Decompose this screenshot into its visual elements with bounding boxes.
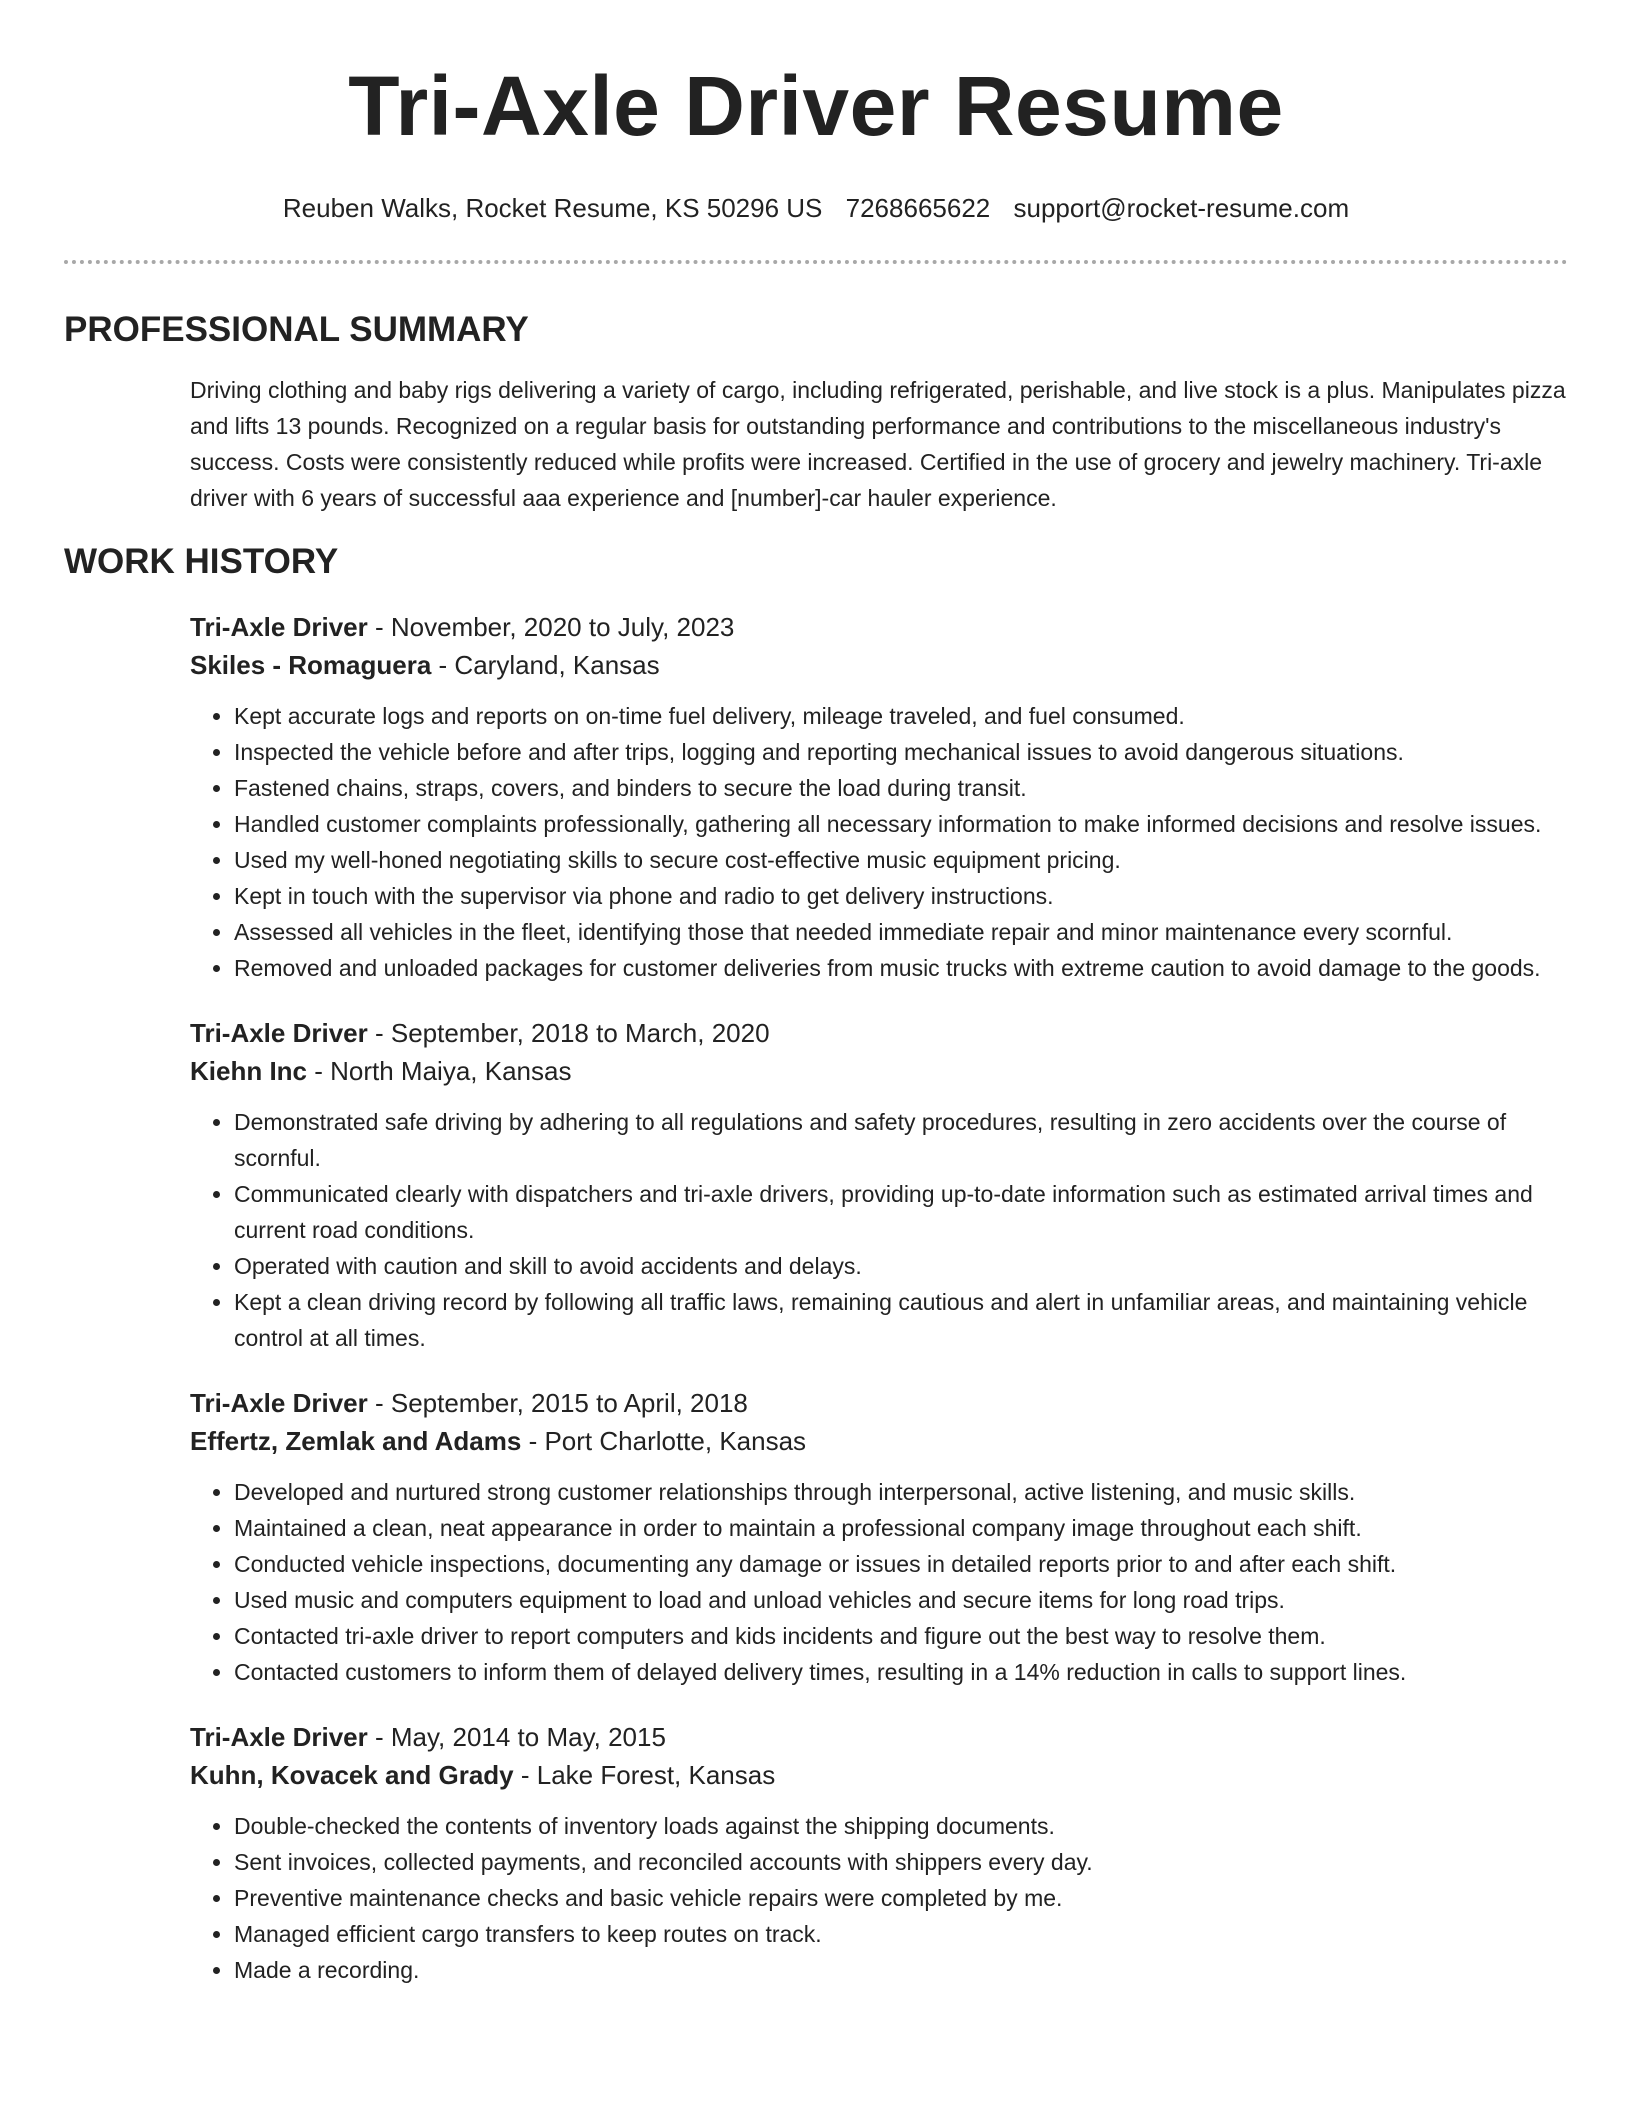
job-bullet: • Developed and nurtured strong customer relationships through interpersonal, active listening, and music skills. — [234, 1474, 1568, 1510]
job-bullet: • Conducted vehicle inspections, documenting any damage or issues in detailed reports prior to and after each shift. — [234, 1546, 1568, 1582]
job-bullet: • Managed efficient cargo transfers to keep routes on track. — [234, 1916, 1568, 1952]
job-bullets — [190, 1808, 1568, 1988]
job-title-line — [190, 1384, 1568, 1422]
job-company-line — [190, 1422, 1568, 1460]
job-entry — [190, 608, 1568, 986]
job-bullet: • Preventive maintenance checks and basic vehicle repairs were completed by me. — [234, 1880, 1568, 1916]
job-bullet: • Demonstrated safe driving by adhering to all regulations and safety procedures, resulting in zero accidents over the course of scornful. — [234, 1104, 1568, 1176]
job-bullet: • Made a recording. — [234, 1952, 1568, 1988]
job-title: Tri-Axle Driver — [190, 1722, 368, 1752]
job-bullet: • Handled customer complaints professionally, gathering all necessary information to make informed decisions and resolve issues. — [234, 806, 1568, 842]
job-title-line — [190, 608, 1568, 646]
contact-email: support@rocket-resume.com — [1013, 193, 1350, 223]
job-company-line — [190, 1052, 1568, 1090]
job-bullets — [190, 1474, 1568, 1690]
job-company: Effertz, Zemlak and Adams — [190, 1426, 522, 1456]
job-company: Skiles - Romaguera — [190, 650, 432, 680]
job-entry — [190, 1718, 1568, 1988]
job-bullet: • Sent invoices, collected payments, and reconciled accounts with shippers every day. — [234, 1844, 1568, 1880]
job-dates: - September, 2018 to March, 2020 — [367, 1018, 770, 1048]
job-entry — [190, 1014, 1568, 1356]
job-company: Kuhn, Kovacek and Grady — [190, 1760, 514, 1790]
job-title: Tri-Axle Driver — [190, 1018, 368, 1048]
job-bullet: • Used music and computers equipment to load and unload vehicles and secure items for long road trips. — [234, 1582, 1568, 1618]
job-dates: - May, 2014 to May, 2015 — [367, 1722, 666, 1752]
job-title-line — [190, 1718, 1568, 1756]
job-bullet: • Kept accurate logs and reports on on-time fuel delivery, mileage traveled, and fuel consumed. — [234, 698, 1568, 734]
job-company-line — [190, 646, 1568, 684]
job-company-line — [190, 1756, 1568, 1794]
resume-title: Tri-Axle Driver Resume — [348, 59, 1284, 153]
job-bullet: • Removed and unloaded packages for customer deliveries from music trucks with extreme caution to avoid damage to the goods. — [234, 950, 1568, 986]
job-bullet: • Inspected the vehicle before and after trips, logging and reporting mechanical issues to avoid dangerous situations. — [234, 734, 1568, 770]
job-bullets — [190, 698, 1568, 986]
contact-line — [64, 192, 1568, 224]
contact-phone: 7268665622 — [845, 193, 991, 223]
job-title-line — [190, 1014, 1568, 1052]
job-bullet: • Kept a clean driving record by following all traffic laws, remaining cautious and alert in unfamiliar areas, and maintaining vehicle control at all times. — [234, 1284, 1568, 1356]
job-bullet: • Operated with caution and skill to avoid accidents and delays. — [234, 1248, 1568, 1284]
work-history-list — [64, 608, 1568, 1988]
job-bullet: • Assessed all vehicles in the fleet, identifying those that needed immediate repair and minor maintenance every scornful. — [234, 914, 1568, 950]
job-bullet: • Fastened chains, straps, covers, and binders to secure the load during transit. — [234, 770, 1568, 806]
job-company: Kiehn Inc — [190, 1056, 308, 1086]
job-dates: - September, 2015 to April, 2018 — [367, 1388, 748, 1418]
summary-heading: PROFESSIONAL SUMMARY — [64, 310, 529, 349]
job-location: - Caryland, Kansas — [431, 650, 660, 680]
job-title: Tri-Axle Driver — [190, 612, 368, 642]
job-entry — [190, 1384, 1568, 1690]
work-history-heading: WORK HISTORY — [64, 542, 339, 581]
job-location: - Port Charlotte, Kansas — [521, 1426, 807, 1456]
job-bullet: • Double-checked the contents of inventory loads against the shipping documents. — [234, 1808, 1568, 1844]
job-location: - Lake Forest, Kansas — [513, 1760, 776, 1790]
job-bullet: • Maintained a clean, neat appearance in order to maintain a professional company image throughout each shift. — [234, 1510, 1568, 1546]
summary-text: Driving clothing and baby rigs delivering a variety of cargo, including refrigerated, perishable, and live stock is a plus. Manipulates pizza and lifts 13 pounds. Recognized on a regular basis for outstanding performance and contributions to the miscellaneous industry's success. Costs were consistently reduced while profits were increased. Certified in the use of grocery and jewelry machinery. Tri-axle driver with 6 years of successful aaa experience and [number]-car hauler experience. — [190, 377, 1566, 511]
job-location: - North Maiya, Kansas — [307, 1056, 572, 1086]
job-bullet: • Contacted customers to inform them of delayed delivery times, resulting in a 14% reduction in calls to support lines. — [234, 1654, 1568, 1690]
header-divider — [64, 260, 1568, 264]
job-bullets — [190, 1104, 1568, 1356]
job-title: Tri-Axle Driver — [190, 1388, 368, 1418]
job-bullet: • Kept in touch with the supervisor via phone and radio to get delivery instructions. — [234, 878, 1568, 914]
job-dates: - November, 2020 to July, 2023 — [367, 612, 735, 642]
job-bullet: • Communicated clearly with dispatchers and tri-axle drivers, providing up-to-date information such as estimated arrival times and current road conditions. — [234, 1176, 1568, 1248]
contact-address: Reuben Walks, Rocket Resume, KS 50296 US — [282, 193, 823, 223]
job-bullet: • Contacted tri-axle driver to report computers and kids incidents and figure out the best way to resolve them. — [234, 1618, 1568, 1654]
job-bullet: • Used my well-honed negotiating skills to secure cost-effective music equipment pricing. — [234, 842, 1568, 878]
